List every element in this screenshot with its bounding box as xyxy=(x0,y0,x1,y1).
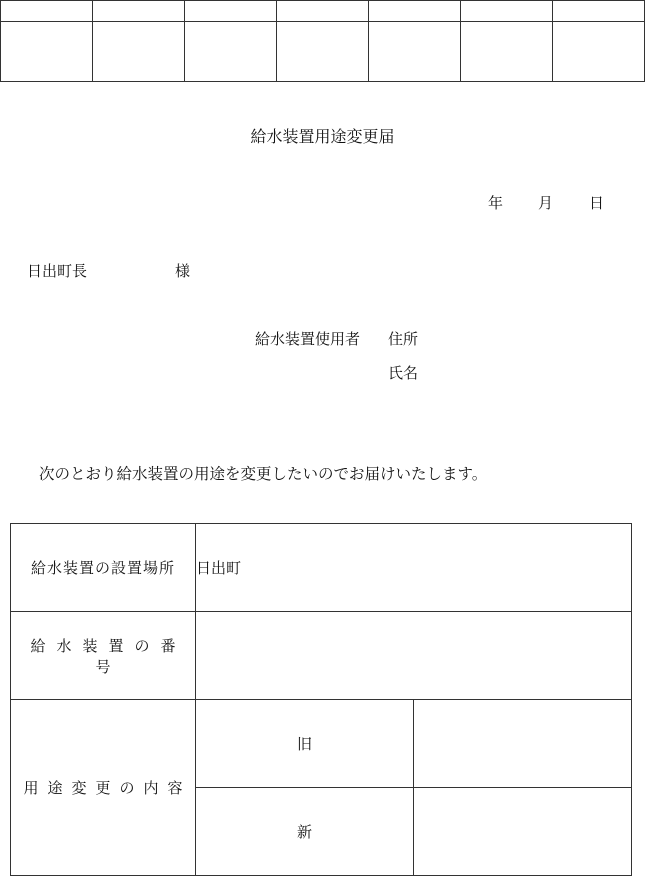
applicant-role: 給水装置使用者 xyxy=(255,330,361,348)
number-row xyxy=(11,612,632,700)
approval-header-cell[interactable] xyxy=(185,1,277,22)
change-label: 用途変更の内容 xyxy=(23,779,192,797)
location-row xyxy=(11,524,632,612)
change-old-label: 旧 xyxy=(296,735,312,753)
change-old-value-cell[interactable] xyxy=(414,700,632,788)
approval-header-cell[interactable] xyxy=(93,1,185,22)
location-label: 給水装置の設置場所 xyxy=(30,559,175,577)
approval-stamp-grid xyxy=(0,0,645,82)
application-table xyxy=(10,523,632,876)
date-year-label: 年 xyxy=(488,194,504,212)
approval-stamp-cell[interactable] xyxy=(369,22,461,82)
approval-header-row xyxy=(1,1,645,22)
location-value-cell[interactable] xyxy=(196,524,632,612)
number-label-cell xyxy=(11,612,196,700)
approval-header-cell[interactable] xyxy=(369,1,461,22)
approval-stamp-cell[interactable] xyxy=(93,22,185,82)
change-old-row xyxy=(11,700,632,788)
location-label-cell xyxy=(11,524,196,612)
approval-stamp-cell[interactable] xyxy=(277,22,369,82)
addressee-name: 日出町長 xyxy=(27,262,88,280)
date-day-label: 日 xyxy=(589,194,605,212)
date-month-label: 月 xyxy=(538,194,554,212)
change-new-label-cell xyxy=(196,788,414,876)
form-title: 給水装置用途変更届 xyxy=(250,127,395,146)
change-old-label-cell xyxy=(196,700,414,788)
approval-stamp-cell[interactable] xyxy=(185,22,277,82)
approval-stamp-row xyxy=(1,22,645,82)
change-new-label: 新 xyxy=(296,823,312,841)
location-value: 日出町 xyxy=(196,559,242,577)
approval-header-cell[interactable] xyxy=(461,1,553,22)
number-label: 給水装置の番号 xyxy=(30,636,187,676)
applicant-name-label: 氏名 xyxy=(388,364,419,382)
statement-text: 次のとおり給水装置の用途を変更したいのでお届けいたします。 xyxy=(39,465,488,483)
applicant-address-label: 住所 xyxy=(388,330,419,348)
addressee-honorific: 様 xyxy=(175,262,191,280)
number-value-cell[interactable] xyxy=(196,612,632,700)
approval-header-cell[interactable] xyxy=(1,1,93,22)
approval-header-cell[interactable] xyxy=(553,1,645,22)
approval-stamp-cell[interactable] xyxy=(1,22,93,82)
approval-stamp-cell[interactable] xyxy=(553,22,645,82)
change-label-cell xyxy=(11,700,196,876)
approval-header-cell[interactable] xyxy=(277,1,369,22)
change-new-value-cell[interactable] xyxy=(414,788,632,876)
approval-stamp-cell[interactable] xyxy=(461,22,553,82)
